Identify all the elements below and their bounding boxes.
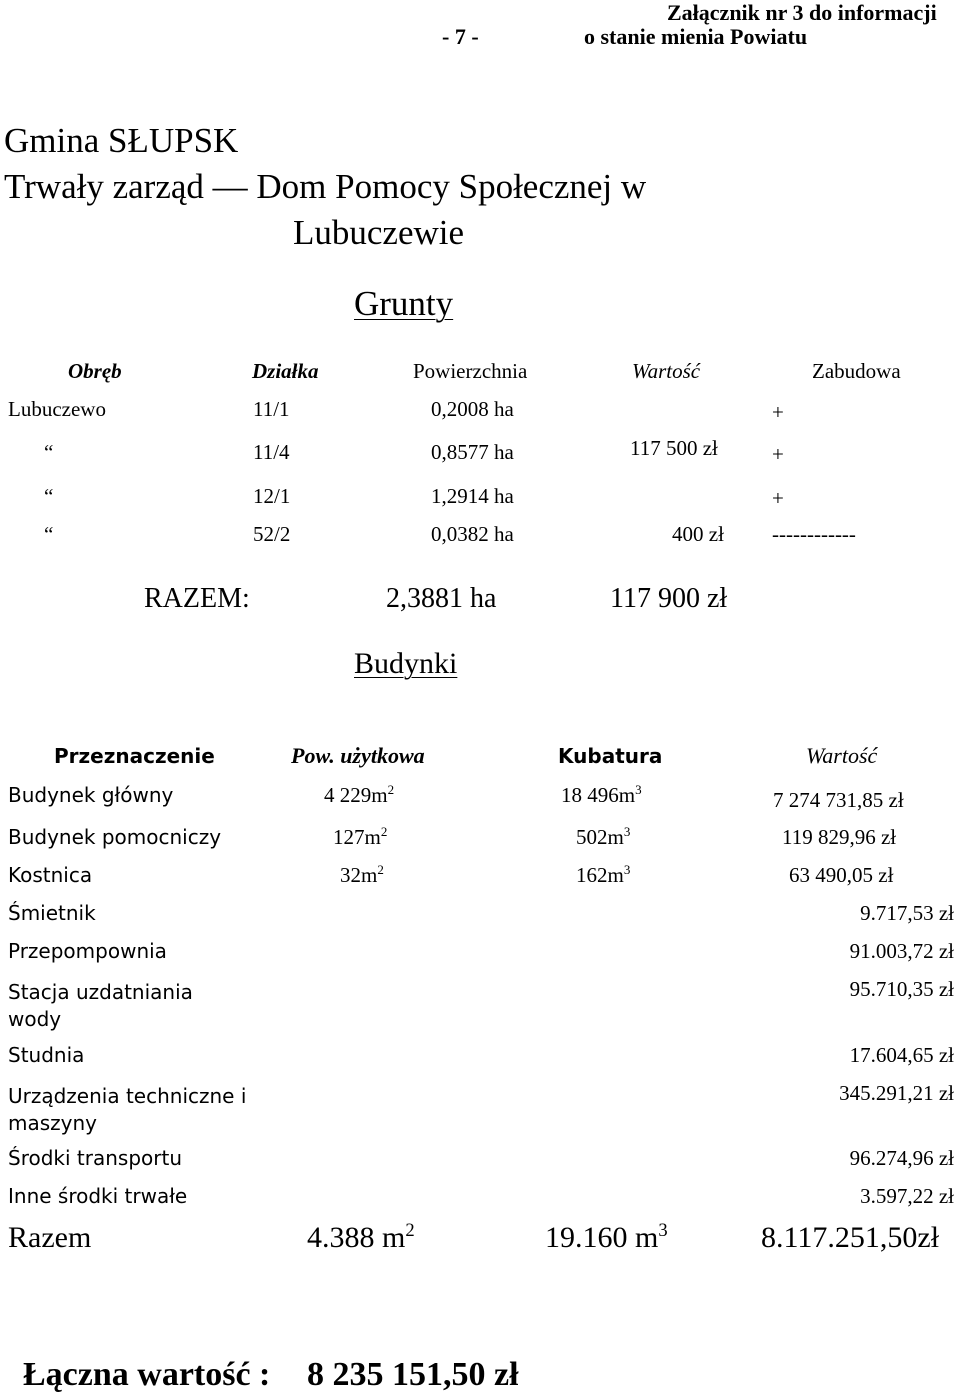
grunty-zabudowa: + [772, 400, 784, 424]
budynek-wartosc: 17.604,65 zł [849, 1043, 954, 1067]
grunty-obreb: Lubuczewo [8, 397, 106, 421]
grunty-obreb: “ [44, 484, 54, 508]
budynek-wartosc: 119 829,96 zł [782, 825, 897, 849]
budynki-col-kubatura: Kubatura [558, 744, 663, 768]
budynek-pow: $127m^2$ [333, 824, 388, 849]
grunty-powierzchnia: 1,2914 ha [431, 484, 514, 508]
budynek-kub: $502m^3$ [576, 824, 631, 849]
budynek-name: Budynek główny [8, 783, 174, 807]
budynek-kub: 18 $496m^3$ [561, 782, 642, 807]
budynki-total-kub: 19.160 $m^3$ [545, 1219, 668, 1254]
grunty-zabudowa: + [772, 442, 784, 466]
grunty-obreb: “ [44, 440, 54, 464]
grunty-dzialka: 52/2 [253, 522, 291, 546]
grunty-total-wartosc: 117 900 zł [610, 583, 728, 614]
grunty-wartosc: 400 zł [672, 522, 724, 546]
grunty-dzialka: 12/1 [253, 484, 291, 508]
budynki-heading: Budynki [354, 647, 458, 680]
budynki-total-wartosc: 8.117.251,50zł [761, 1221, 940, 1254]
budynek-name: Kostnica [8, 863, 93, 887]
budynek-name: Studnia [8, 1043, 85, 1067]
grunty-powierzchnia: 0,0382 ha [431, 522, 514, 546]
grunty-dzialka: 11/1 [253, 397, 290, 421]
title-trwaly-zarzad: Trwały zarząd — Dom Pomocy Społecznej w [4, 167, 647, 206]
budynek-pow: $32m^2$ [340, 862, 384, 887]
budynki-total-pow: 4.388 $m^2$ [307, 1219, 415, 1254]
grunty-col-zabudowa: Zabudowa [812, 359, 901, 383]
budynek-wartosc: 3.597,22 zł [860, 1184, 954, 1208]
budynki-total-label: Razem [8, 1221, 92, 1254]
budynek-wartosc: 9.717,53 zł [860, 901, 954, 925]
budynki-col-pow-uzytkowa: Pow. użytkowa [291, 743, 425, 768]
budynek-pow: 4 $229m^2$ [324, 782, 395, 807]
grunty-zabudowa: ------------ [772, 522, 856, 546]
budynek-wartosc: 95.710,35 zł [849, 977, 954, 1001]
budynki-col-przeznaczenie: Przeznaczenie [54, 744, 215, 768]
grunty-dzialka: 11/4 [253, 440, 290, 464]
budynek-wartosc: 7 274 731,85 zł [773, 788, 904, 812]
budynek-name: Stacja uzdatniania wody [8, 980, 193, 1031]
budynek-name: Środki transportu [8, 1146, 182, 1170]
grunty-obreb: “ [44, 522, 54, 546]
page-number: - 7 - [442, 24, 479, 49]
budynek-wartosc: 345.291,21 zł [839, 1081, 954, 1105]
grunty-zabudowa: + [772, 486, 784, 510]
grunty-wartosc: 117 500 zł [630, 436, 718, 460]
grunty-col-obreb: Obręb [68, 359, 122, 383]
attachment-line-1: Załącznik nr 3 do informacji [667, 0, 937, 25]
grand-total-label: Łączna wartość : [23, 1356, 271, 1393]
grunty-powierzchnia: 0,2008 ha [431, 397, 514, 421]
attachment-line-2: o stanie mienia Powiatu [584, 24, 808, 49]
grunty-col-powierzchnia: Powierzchnia [413, 359, 528, 383]
title-gmina: Gmina SŁUPSK [4, 121, 239, 160]
grunty-total-powierzchnia: 2,3881 ha [386, 583, 497, 614]
budynek-name: Śmietnik [8, 901, 96, 925]
grunty-col-dzialka: Działka [252, 359, 319, 383]
budynek-name: Przepompownia [8, 939, 167, 963]
grand-total-value: 8 235 151,50 zł [307, 1356, 519, 1393]
budynek-kub: $162m^3$ [576, 862, 631, 887]
budynek-name: Budynek pomocniczy [8, 825, 222, 849]
budynek-wartosc: 96.274,96 zł [849, 1146, 954, 1170]
grunty-col-wartosc: Wartość [632, 359, 701, 383]
grunty-total-label: RAZEM: [144, 583, 250, 614]
budynek-wartosc: 91.003,72 zł [849, 939, 954, 963]
title-lubuczewie: Lubuczewie [293, 213, 465, 252]
grunty-heading: Grunty [354, 284, 454, 323]
budynek-name: Urządzenia techniczne i maszyny [8, 1084, 247, 1135]
grunty-powierzchnia: 0,8577 ha [431, 440, 514, 464]
budynek-wartosc: 63 490,05 zł [789, 863, 894, 887]
budynek-name: Inne środki trwałe [8, 1184, 188, 1208]
budynki-col-wartosc: Wartość [806, 743, 878, 768]
